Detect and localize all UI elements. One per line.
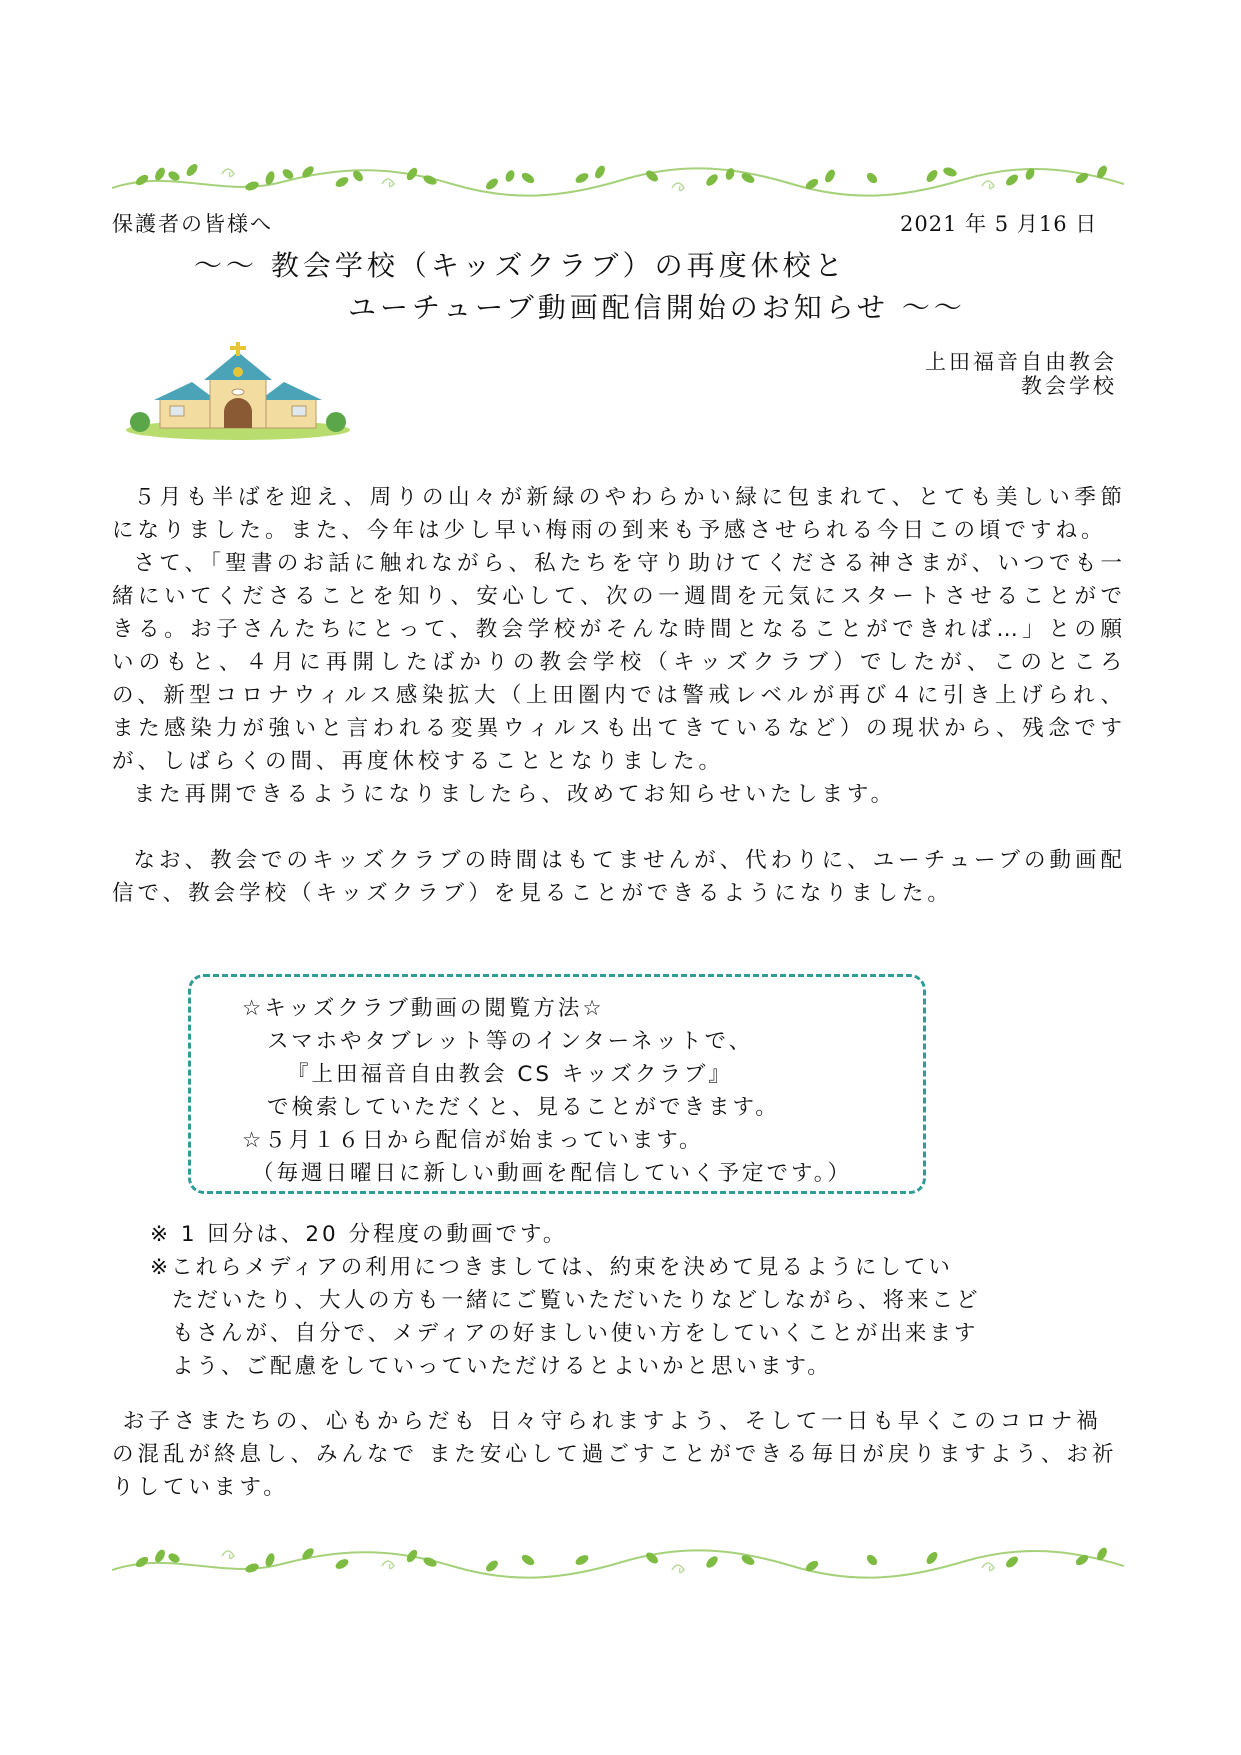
note-2: ※これらメディアの利用につきましては、約束を決めて見るようにしてい — [150, 1255, 953, 1280]
paragraph-3: また再開できるようになりましたら、改めてお知らせいたします。 — [133, 782, 897, 807]
closing-text: お子さまたちの、心もからだも 日々守られますよう、そして一日も早くこのコロナ禍の混乱が終息し、みんなで また安心して過ごすことができる毎日が戻りますよう、お祈りしています。 — [112, 1409, 1118, 1500]
note-2-cont-3: よう、ご配慮をしていっていただけるとよいかと思います。 — [172, 1354, 832, 1379]
box-line-2: スマホやタブレット等のインターネットで、 — [267, 1029, 754, 1054]
addressee: 保護者の皆様へ — [112, 212, 273, 236]
paragraph-2: さて、「聖書のお話に触れながら、私たちを守り助けてくださる神さまが、いつでも一緒にいてくださることを知り、安心して、次の一週間を元気にスタートさせることができる。お子さんたちにとって、教会学校がそんな時間となることができれば…」との願いのもと、４月に再開したばかりの教会学校（キッズクラブ）でしたが、このところの、新型コロナウィルス感染拡大（上田圏内では警戒レベルが再び４に引き上げられ、また感染力が強いと言われる変異ウィルスも出てきているなど）の現状から、残念ですが、しばらくの間、再度休校することとなりました。 — [112, 551, 1126, 774]
note-2-cont-2: もさんが、自分で、メディアの好ましい使い方をしていくことが出来ます — [172, 1321, 979, 1346]
box-line-4: で検索していただくと、見ることができます。 — [267, 1095, 780, 1120]
org-department: 教会学校 — [1021, 374, 1117, 398]
top-vine-border — [112, 154, 1124, 202]
box-heading: ☆キッズクラブ動画の閲覧方法☆ — [242, 996, 605, 1021]
paragraph-4: なお、教会でのキッズクラブの時間はもてませんが、代わりに、ユーチューブの動画配信で、教会学校（キッズクラブ）を見ることができるようになりました。 — [112, 848, 1126, 906]
title-line-1: ～～ 教会学校（キッズクラブ）の再度休校と — [194, 249, 847, 282]
church-illustration — [122, 342, 354, 442]
org-name: 上田福音自由教会 — [925, 350, 1117, 374]
note-1: ※ 1 回分は、20 分程度の動画です。 — [150, 1222, 568, 1247]
note-2-cont-1: ただいたり、大人の方も一緒にご覧いただいたりなどしながら、将来こど — [172, 1288, 981, 1313]
viewing-info-box — [188, 974, 926, 1194]
body-text — [112, 481, 1126, 910]
box-schedule: （毎週日曜日に新しい動画を配信していく予定です。） — [252, 1161, 853, 1186]
bottom-vine-border — [112, 1536, 1124, 1584]
box-search-term: 『上田福音自由教会 CS キッズクラブ』 — [287, 1062, 733, 1087]
box-start-date: ☆５月１６日から配信が始まっています。 — [242, 1128, 704, 1153]
organization — [925, 350, 1117, 398]
date: 2021 年 5 月16 日 — [900, 212, 1098, 236]
closing-paragraph — [112, 1405, 1126, 1504]
notes — [150, 1218, 1090, 1383]
title-line-2: ユーチューブ動画配信開始のお知らせ ～～ — [348, 291, 966, 324]
paragraph-1: ５月も半ばを迎え、周りの山々が新緑のやわらかい緑に包まれて、とても美しい季節になりました。また、今年は少し早い梅雨の到来も予感させられる今日この頃ですね。 — [112, 485, 1126, 543]
paragraph-spacer — [112, 811, 1126, 844]
